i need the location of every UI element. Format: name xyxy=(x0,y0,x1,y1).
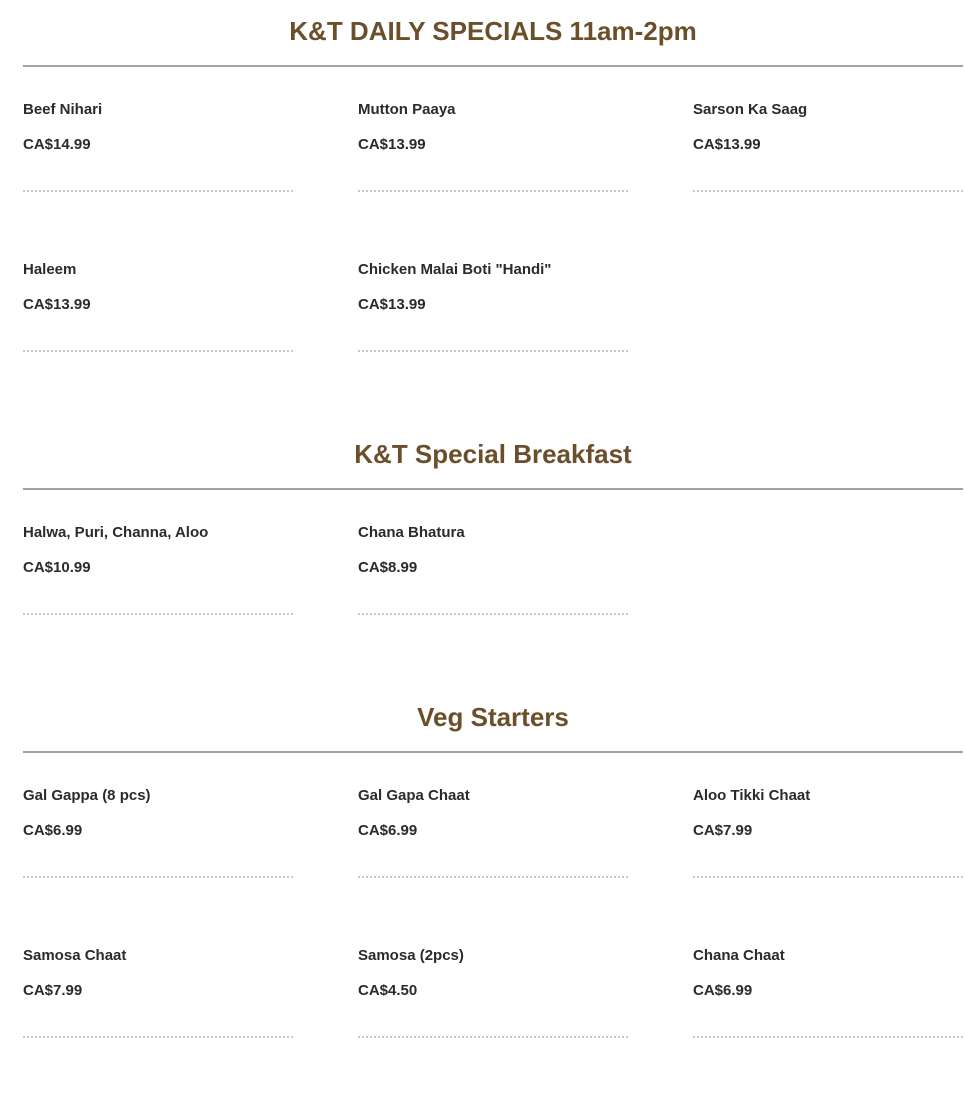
item-name: Haleem xyxy=(23,261,77,278)
item-dotted-separator xyxy=(358,613,628,615)
menu-item-samosa-chaat[interactable] xyxy=(23,947,293,1038)
section-title: Veg Starters xyxy=(417,702,569,732)
menu-row xyxy=(23,261,963,421)
menu-row xyxy=(23,524,963,684)
menu-item-haleem[interactable] xyxy=(23,261,293,352)
menu-row xyxy=(23,101,963,261)
item-name: Samosa (2pcs) xyxy=(358,947,464,964)
item-name: Halwa, Puri, Channa, Aloo xyxy=(23,524,209,541)
item-dotted-separator xyxy=(358,190,628,192)
item-price: CA$6.99 xyxy=(23,822,83,839)
item-name: Sarson Ka Saag xyxy=(693,101,808,118)
menu-item-mutton-paaya[interactable] xyxy=(358,101,628,192)
item-name: Gal Gappa (8 pcs) xyxy=(23,787,151,804)
menu-grid xyxy=(23,101,963,421)
item-price: CA$10.99 xyxy=(23,559,91,576)
menu-item-chicken-malai-boti-handi[interactable] xyxy=(358,261,628,352)
menu-grid xyxy=(23,524,963,684)
item-dotted-separator xyxy=(23,1036,293,1038)
menu-item-beef-nihari[interactable] xyxy=(23,101,293,192)
item-dotted-separator xyxy=(23,876,293,878)
item-name: Chicken Malai Boti "Handi" xyxy=(358,261,552,278)
item-price: CA$4.50 xyxy=(358,982,418,999)
menu-item-chana-chaat[interactable] xyxy=(693,947,963,1038)
menu-row xyxy=(23,787,963,947)
section-title: K&T DAILY SPECIALS 11am-2pm xyxy=(289,16,697,46)
section-divider xyxy=(23,751,963,753)
section-veg-starters xyxy=(23,702,963,1107)
item-dotted-separator xyxy=(358,876,628,878)
section-title: K&T Special Breakfast xyxy=(354,439,632,469)
item-name: Samosa Chaat xyxy=(23,947,127,964)
item-dotted-separator xyxy=(693,876,963,878)
menu-grid xyxy=(23,787,963,1107)
item-dotted-separator xyxy=(23,190,293,192)
item-dotted-separator xyxy=(358,1036,628,1038)
item-name: Aloo Tikki Chaat xyxy=(693,787,811,804)
menu-item-sarson-ka-saag[interactable] xyxy=(693,101,963,192)
section-divider xyxy=(23,65,963,67)
item-price: CA$6.99 xyxy=(358,822,418,839)
item-price: CA$6.99 xyxy=(693,982,753,999)
item-dotted-separator xyxy=(23,613,293,615)
section-special-breakfast xyxy=(23,439,963,684)
item-price: CA$7.99 xyxy=(693,822,753,839)
menu-item-gal-gapa-chaat[interactable] xyxy=(358,787,628,878)
item-dotted-separator xyxy=(358,350,628,352)
item-name: Beef Nihari xyxy=(23,101,103,118)
item-price: CA$8.99 xyxy=(358,559,418,576)
item-dotted-separator xyxy=(693,190,963,192)
item-price: CA$13.99 xyxy=(358,296,426,313)
section-daily-specials xyxy=(23,16,963,421)
menu-item-aloo-tikki-chaat[interactable] xyxy=(693,787,963,878)
item-price: CA$14.99 xyxy=(23,136,91,153)
item-price: CA$13.99 xyxy=(693,136,761,153)
menu-item-halwa-puri-channa-aloo[interactable] xyxy=(23,524,293,615)
menu-item-samosa-2pcs[interactable] xyxy=(358,947,628,1038)
item-price: CA$13.99 xyxy=(23,296,91,313)
menu-row xyxy=(23,947,963,1107)
item-name: Mutton Paaya xyxy=(358,101,456,118)
item-name: Gal Gapa Chaat xyxy=(358,787,470,804)
item-dotted-separator xyxy=(23,350,293,352)
item-price: CA$7.99 xyxy=(23,982,83,999)
item-name: Chana Chaat xyxy=(693,947,785,964)
menu-item-gal-gappa[interactable] xyxy=(23,787,293,878)
section-divider xyxy=(23,488,963,490)
menu-item-chana-bhatura[interactable] xyxy=(358,524,628,615)
item-price: CA$13.99 xyxy=(358,136,426,153)
item-name: Chana Bhatura xyxy=(358,524,465,541)
item-dotted-separator xyxy=(693,1036,963,1038)
